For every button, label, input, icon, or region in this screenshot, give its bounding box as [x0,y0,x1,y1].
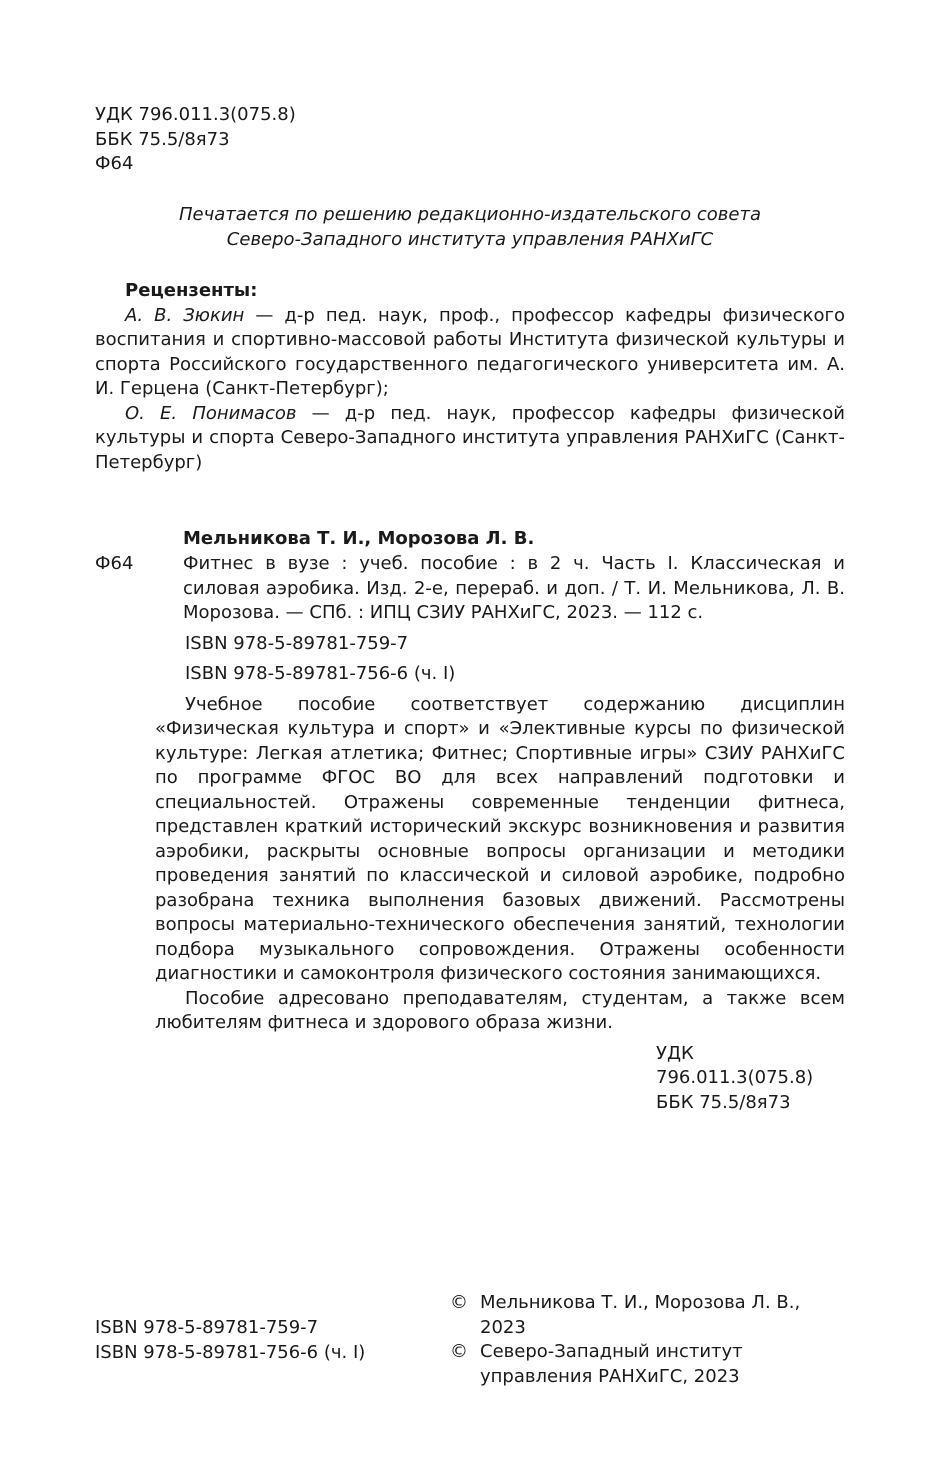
book-authors: Мельникова Т. И., Морозова Л. В. [183,528,535,549]
council-line-1: Печатается по решению редакционно-издательского совета [178,204,762,225]
council-line-2: Северо-Западного института управления РАНХиГС [226,228,714,250]
copyright-text-2: Северо-Западный институт управления РАНХиГС, 2023 [480,1341,743,1387]
footer-isbn-2: ISBN 978-5-89781-756-6 (ч. I) [95,1341,366,1363]
header-udk: УДК 796.011.3(075.8) [95,104,296,125]
reviewers-block [95,279,845,475]
header-code: Ф64 [95,153,134,174]
header-block [95,103,296,177]
header-bbk: ББК 75.5/8я73 [95,128,230,150]
copyright-line-2 [450,1340,845,1389]
copyright-symbol-2: © [450,1341,468,1362]
reviewer-2 [95,402,845,476]
book-abstract-2: Пособие адресовано преподавателям, студентам, а также всем любителям фитнеса и здорового образа жизни. [155,987,845,1033]
reviewer-1 [95,304,845,402]
reviewer-2-text: — д-р пед. наук, профессор кафедры физической культуры и спорта Северо-Западного института управления РАНХиГС (Санкт-Петербург) [95,402,845,473]
copyright-text-1: Мельникова Т. И., Морозова Л. В., 2023 [480,1292,801,1338]
council-note [95,203,845,252]
reviewer-1-text: — д-р пед. наук, проф., профессор кафедры физического воспитания и спортивно-массовой работы Института физической культуры и спорта Российского государственного педагогического университета им. А. И. Герцена (Санкт-Петербург); [95,304,845,399]
footer-isbn [95,1316,365,1365]
footer-copyright [450,1291,845,1389]
footer-isbn-1: ISBN 978-5-89781-759-7 [95,1317,319,1338]
book-classification [155,1042,845,1116]
book-abstract-1: Учебное пособие соответствует содержанию дисциплин «Физическая культура и спорт» и «Элективные курсы по физической культуре: Легкая атлетика; Фитнес; Спортивные игры» СЗИУ РАНХиГС по программе ФГОС ВО для всех направлений подготовки и специальностей. Отражены современные тенденции фитнеса, представлен краткий исторический экскурс возникновения и развития аэробики, раскрыты основные вопросы организации и методики проведения занятий по классической и силовой аэробике, подробно разобрана техника выполнения базовых движений. Рассмотрены вопросы материально-технического обеспечения занятий, технологии подбора музыкального сопровождения. Отражены особенности диагностики и самоконтроля физического состояния занимающихся. [155,693,845,984]
book-record [155,552,845,1115]
copyright-symbol-1: © [450,1292,468,1313]
book-udk: УДК 796.011.3(075.8) [656,1042,814,1088]
reviewer-1-name: А. В. Зюкин [125,304,245,326]
book-isbn-1: ISBN 978-5-89781-759-7 [185,632,409,654]
book-bbk: ББК 75.5/8я73 [656,1091,791,1113]
copyright-line-1 [450,1291,845,1340]
reviewer-2-name: О. Е. Понимасов [125,402,297,424]
book-code: Ф64 [95,553,134,574]
book-isbn-2: ISBN 978-5-89781-756-6 (ч. I) [185,663,456,684]
reviewers-title: Рецензенты: [125,280,258,301]
book-description: Фитнес в вузе : учеб. пособие : в 2 ч. Часть I. Классическая и силовая аэробика. Изд. 2-е, перераб. и доп. / Т. И. Мельникова, Л. В. Морозова. — СПб. : ИПЦ СЗИУ РАНХиГС, 2023. — 112 с. [183,553,845,623]
